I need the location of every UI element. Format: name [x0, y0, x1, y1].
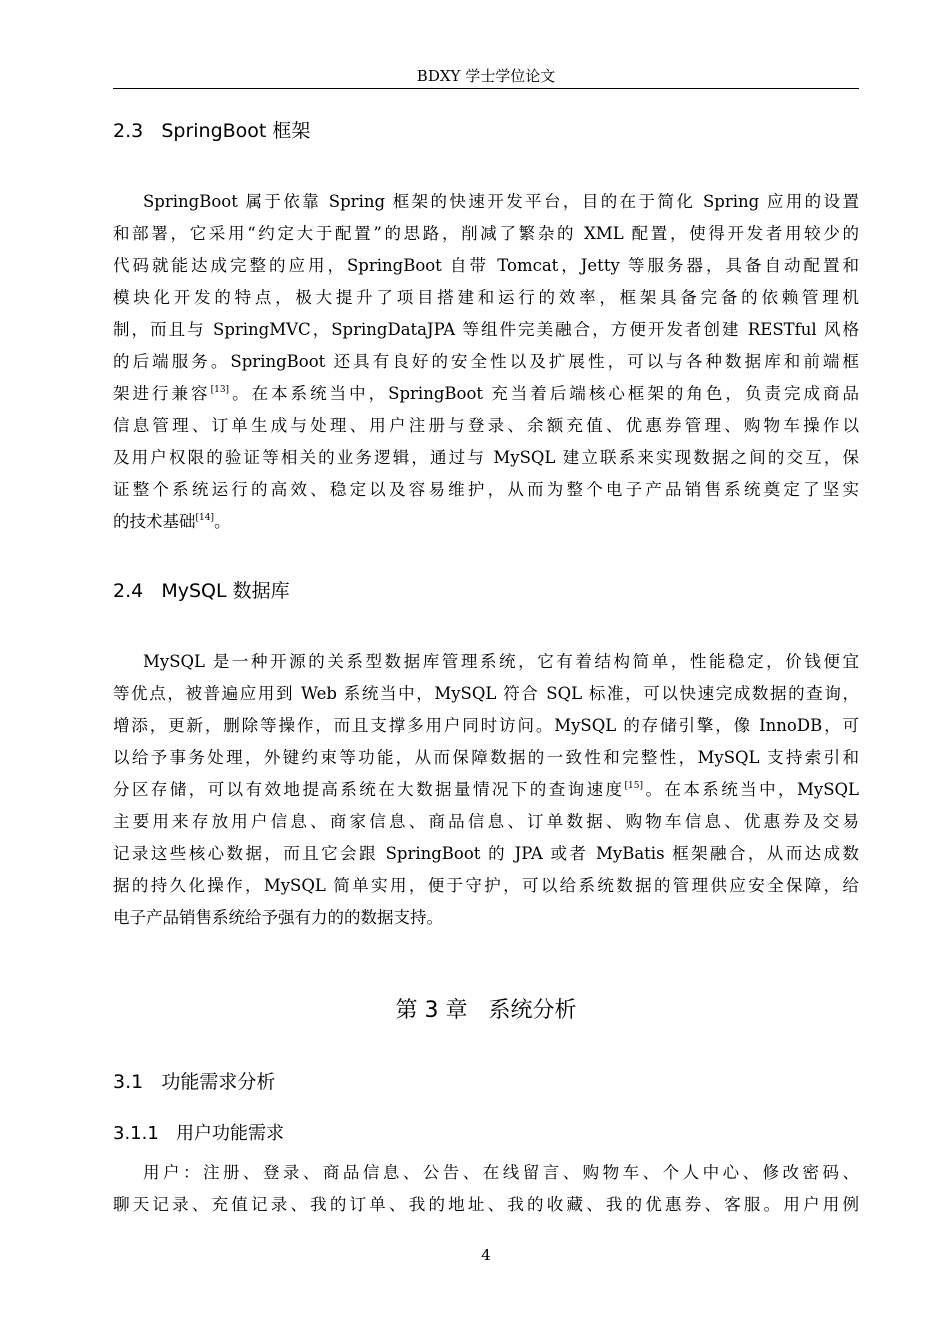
paragraph-line: 模块化开发的特点，极大提升了项目搭建和运行的效率，框架具备完备的依赖管理机	[113, 288, 859, 307]
section-2-3-paragraph	[113, 186, 859, 538]
paragraph-line-with-citation	[113, 506, 859, 538]
paragraph-line: 以给予事务处理，外键约束等功能，从而保障数据的一致性和完整性，MySQL 支持索引和	[113, 748, 859, 767]
paragraph-line: 等优点，被普遍应用到 Web 系统当中，MySQL 符合 SQL 标准，可以快速完成数据的查询，	[113, 684, 859, 703]
citation-15: [15]	[624, 781, 643, 791]
citation-14: [14]	[195, 513, 214, 523]
citation-13: [13]	[210, 385, 230, 395]
line-text: 分区存储，可以有效地提高系统在大数据量情况下的查询速度	[113, 780, 625, 799]
paragraph-line: 增添，更新，删除等操作，而且支撑多用户同时访问。MySQL 的存储引擎，像 InnoDB，可	[113, 716, 859, 735]
chapter-3-title: 第 3 章 系统分析	[395, 998, 577, 1023]
line-text: 。在本系统当中，SpringBoot 充当着后端核心框架的角色，负责完成商品	[229, 384, 860, 403]
section-2-4-heading: 2.4 MySQL 数据库	[113, 580, 290, 602]
paragraph-line: 的后端服务。SpringBoot 还具有良好的安全性以及扩展性，可以与各种数据库和前端框	[113, 352, 859, 371]
section-3-1-heading: 3.1 功能需求分析	[113, 1071, 276, 1093]
paragraph-line: 制，而且与 SpringMVC，SpringDataJPA 等组件完美融合，方便开发者创建 RESTful 风格	[113, 320, 859, 339]
section-2-4-paragraph	[113, 646, 859, 934]
paragraph-line: 电子产品销售系统给予强有力的的数据支持。	[113, 908, 443, 927]
running-header: BDXY 学士学位论文	[113, 64, 859, 89]
section-3-1-1-heading: 3.1.1 用户功能需求	[113, 1123, 284, 1144]
paragraph-line: SpringBoot 属于依靠 Spring 框架的快速开发平台，目的在于简化 Spring 应用的设置	[143, 192, 859, 211]
paragraph-line-with-citation	[113, 378, 859, 410]
paragraph-line: MySQL 是一种开源的关系型数据库管理系统，它有着结构简单，性能稳定，价钱便宜	[143, 652, 859, 671]
paragraph-line: 及用户权限的验证等相关的业务逻辑，通过与 MySQL 建立联系来实现数据之间的交互，保	[113, 448, 859, 467]
paragraph-line: 据的持久化操作，MySQL 简单实用，便于守护，可以给系统数据的管理供应安全保障，给	[113, 876, 859, 895]
line-text: 架进行兼容	[113, 384, 211, 403]
paragraph-line: 用户：注册、登录、商品信息、公告、在线留言、购物车、个人中心、修改密码、	[143, 1163, 859, 1182]
paragraph-line: 聊天记录、充值记录、我的订单、我的地址、我的收藏、我的优惠券、客服。用户用例	[113, 1195, 859, 1214]
line-text: 。	[213, 512, 231, 531]
paragraph-line: 证整个系统运行的高效、稳定以及容易维护，从而为整个电子产品销售系统奠定了坚实	[113, 480, 859, 499]
paragraph-line: 信息管理、订单生成与处理、用户注册与登录、余额充值、优惠券管理、购物车操作以	[113, 416, 859, 435]
section-3-1-1-paragraph	[113, 1157, 859, 1221]
paragraph-line: 主要用来存放用户信息、商家信息、商品信息、订单数据、购物车信息、优惠券及交易	[113, 812, 859, 831]
page-number: 4	[481, 1246, 491, 1264]
paragraph-line-with-citation	[113, 774, 859, 806]
line-text: 。在本系统当中，MySQL	[642, 780, 859, 799]
line-text: 的技术基础	[113, 512, 196, 531]
paragraph-line: 和部署，它采用“约定大于配置”的思路，削减了繁杂的 XML 配置，使得开发者用较少的	[113, 224, 859, 243]
section-2-3-heading: 2.3 SpringBoot 框架	[113, 120, 311, 142]
paragraph-line: 记录这些核心数据，而且它会跟 SpringBoot 的 JPA 或者 MyBatis 框架融合，从而达成数	[113, 844, 859, 863]
paragraph-line: 代码就能达成完整的应用，SpringBoot 自带 Tomcat，Jetty 等服务器，具备自动配置和	[113, 256, 859, 275]
